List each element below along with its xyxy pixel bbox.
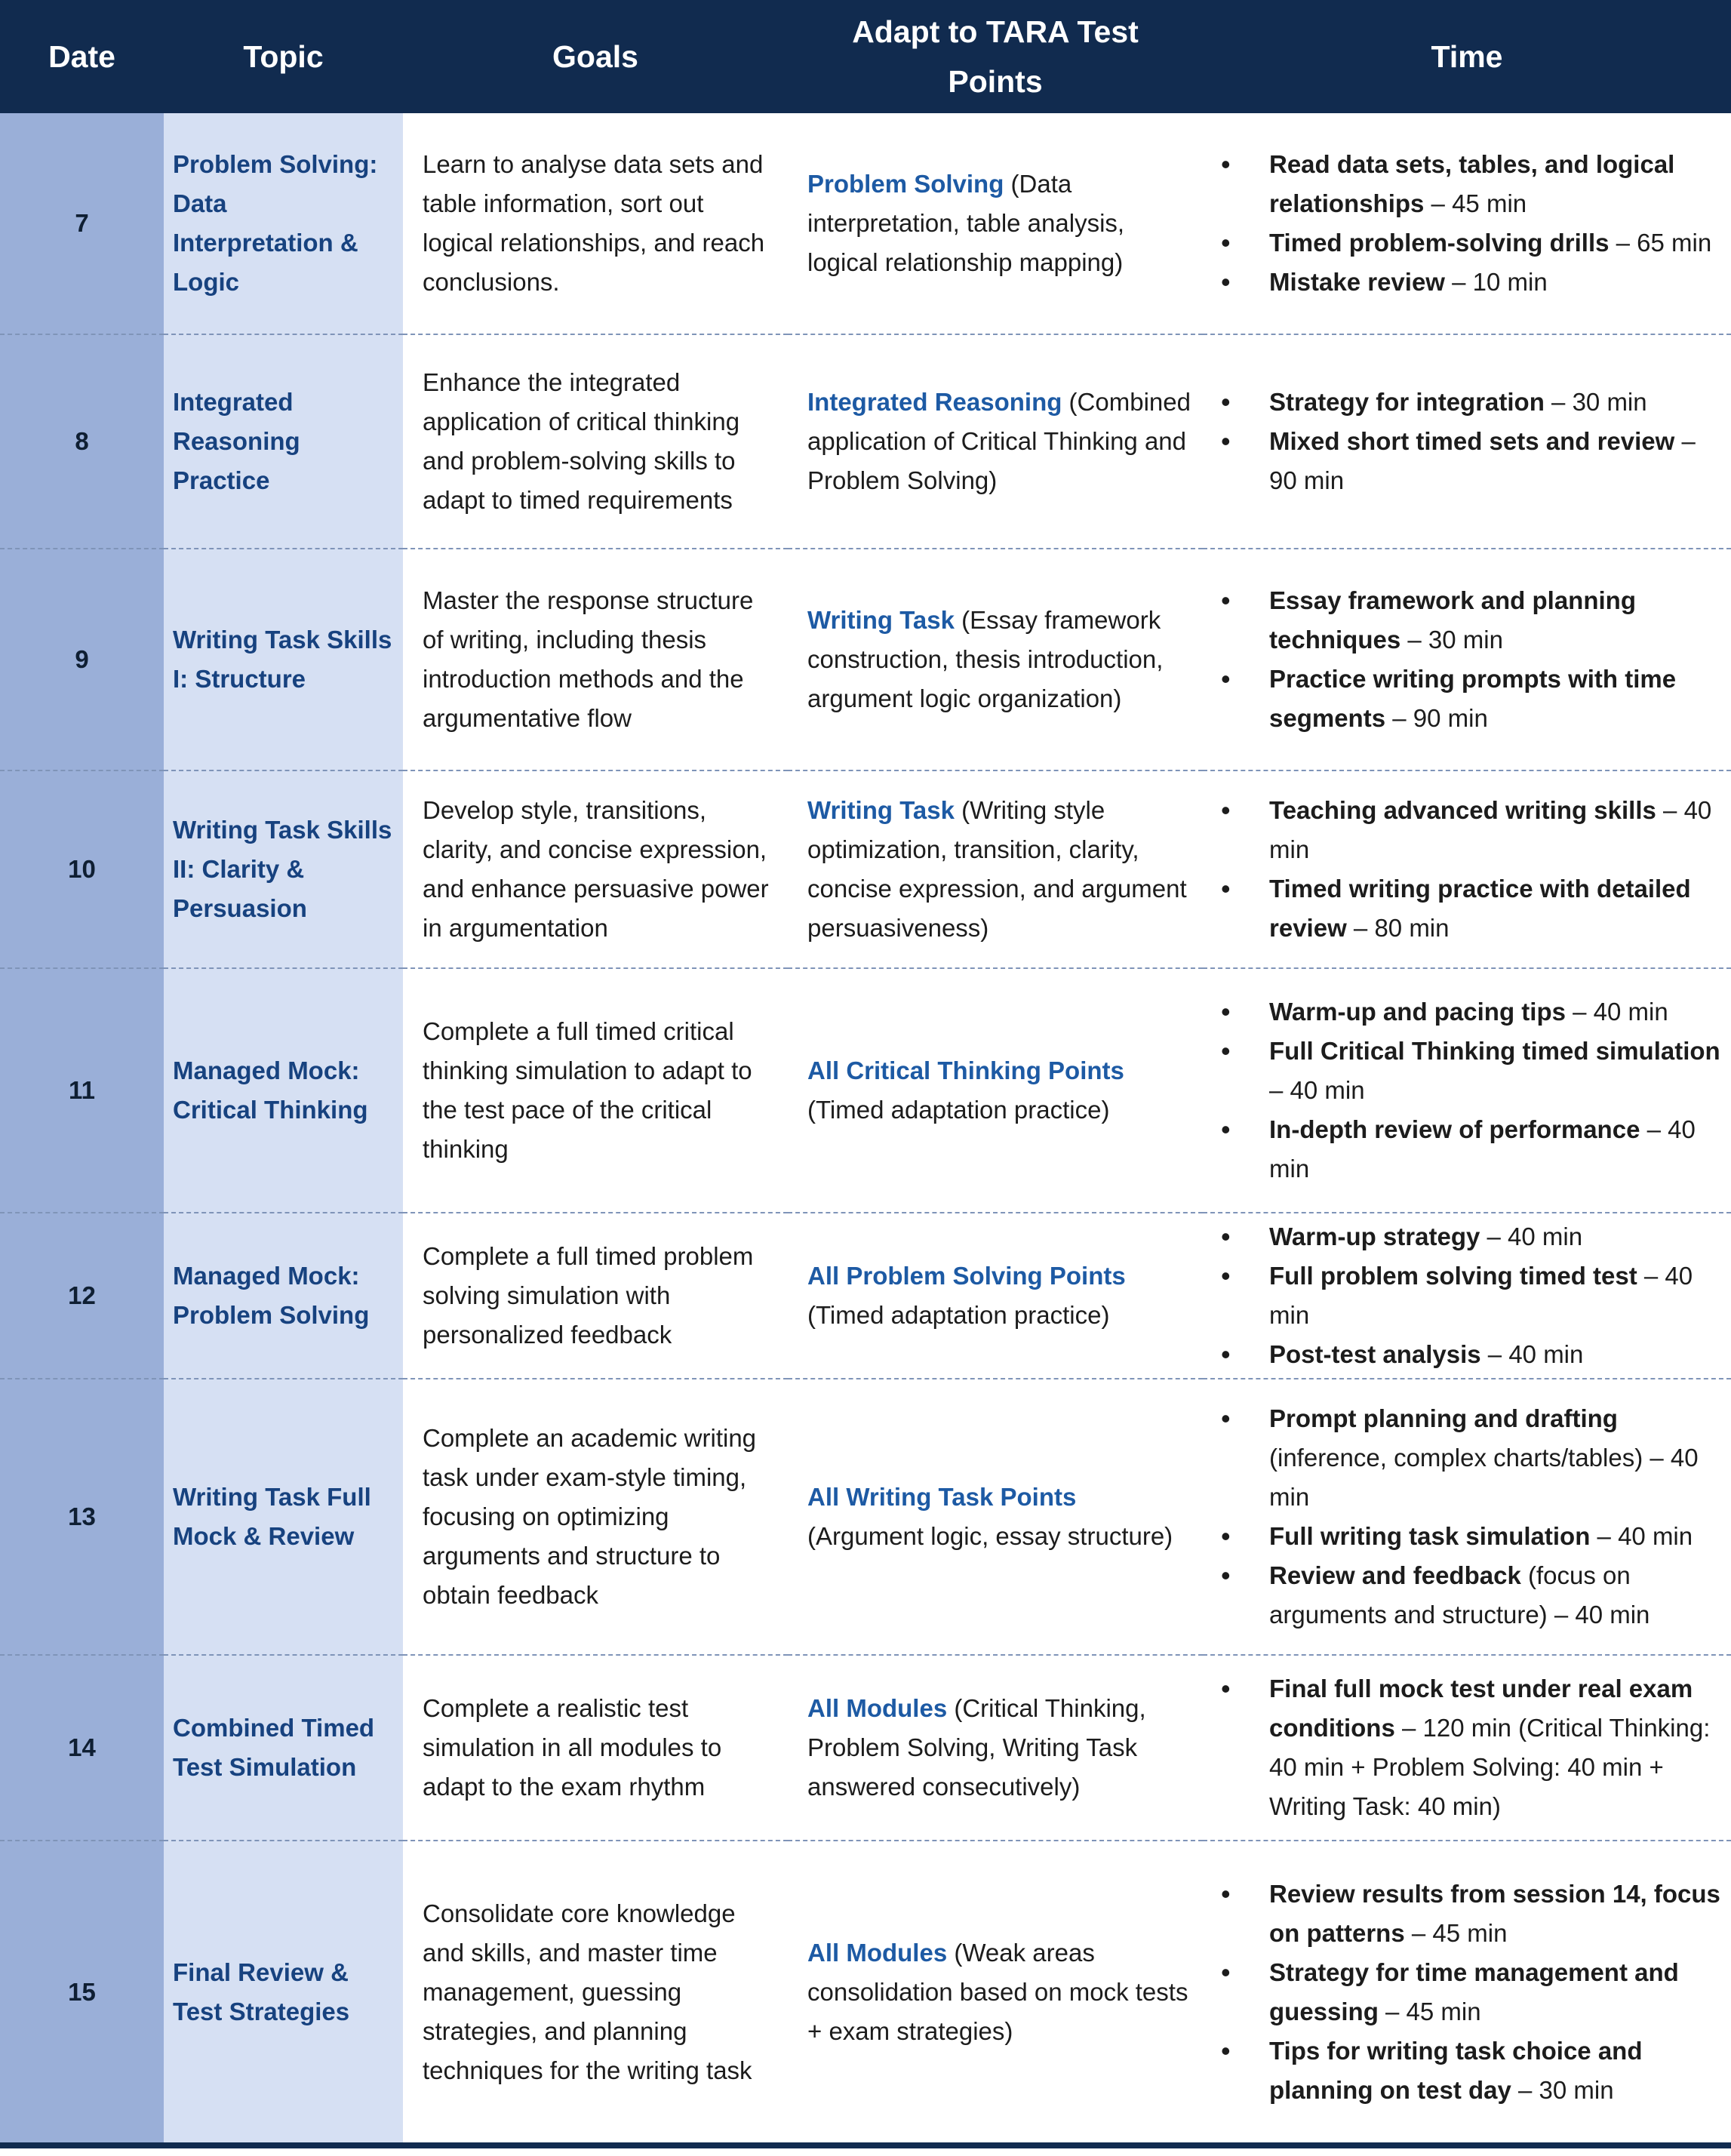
time-item: • Timed problem-solving drills – 65 min [1213, 223, 1723, 263]
adapt-cell [788, 334, 1203, 549]
adapt-cell [788, 968, 1203, 1213]
topic-cell: Managed Mock: Problem Solving [164, 1213, 403, 1379]
adapt-keyword: All Modules [807, 1938, 948, 1967]
adapt-cell [788, 1379, 1203, 1655]
goals-cell: Complete a full timed critical thinking simulation to adapt to the test pace of the critical thinking [403, 968, 788, 1213]
time-list [1213, 145, 1723, 302]
date-cell: 12 [0, 1213, 164, 1379]
topic-cell: Managed Mock: Critical Thinking [164, 968, 403, 1213]
date-cell: 9 [0, 549, 164, 770]
time-list [1213, 1217, 1723, 1374]
topic-cell: Problem Solving: Data Interpretation & Logic [164, 113, 403, 334]
time-item: • Tips for writing task choice and planning on test day – 30 min [1213, 2031, 1723, 2110]
table-row [0, 1841, 1731, 2145]
time-cell [1203, 1213, 1731, 1379]
goals-cell: Complete an academic writing task under exam-style timing, focusing on optimizing arguments and structure to obtain feedback [403, 1379, 788, 1655]
time-item: • Warm-up and pacing tips – 40 min [1213, 992, 1723, 1032]
header-date: Date [0, 0, 164, 113]
time-item: • Warm-up strategy – 40 min [1213, 1217, 1723, 1256]
adapt-cell [788, 1213, 1203, 1379]
goals-cell: Develop style, transitions, clarity, and concise expression, and enhance persuasive power in argumentation [403, 770, 788, 968]
goals-cell: Complete a full timed problem solving simulation with personalized feedback [403, 1213, 788, 1379]
time-item: • Practice writing prompts with time segments – 90 min [1213, 660, 1723, 738]
time-item: • Essay framework and planning techniques – 30 min [1213, 581, 1723, 660]
time-item: • Timed writing practice with detailed review – 80 min [1213, 869, 1723, 948]
adapt-detail: (Essay framework construction, thesis introduction, argument logic organization) [807, 606, 1164, 712]
header-goals: Goals [403, 0, 788, 113]
time-item: • Strategy for integration – 30 min [1213, 383, 1723, 422]
time-item: • Review and feedback (focus on arguments and structure) – 40 min [1213, 1556, 1723, 1635]
table-row [0, 968, 1731, 1213]
time-cell [1203, 1655, 1731, 1841]
adapt-keyword: All Problem Solving Points [807, 1262, 1126, 1290]
adapt-detail: (Data interpretation, table analysis, logical relationship mapping) [807, 170, 1125, 276]
time-list [1213, 1875, 1723, 2110]
header-topic: Topic [164, 0, 403, 113]
topic-cell: Integrated Reasoning Practice [164, 334, 403, 549]
table-row [0, 770, 1731, 968]
adapt-detail: (Critical Thinking, Problem Solving, Writing Task answered consecutively) [807, 1694, 1146, 1801]
adapt-detail: (Argument logic, essay structure) [807, 1522, 1173, 1550]
time-item: • In-depth review of performance – 40 min [1213, 1110, 1723, 1189]
header-adapt: Adapt to TARA Test Points [788, 0, 1203, 113]
adapt-detail: (Writing style optimization, transition, clarity, concise expression, and argument persuasiveness) [807, 796, 1187, 942]
table-row [0, 1213, 1731, 1379]
adapt-cell [788, 1655, 1203, 1841]
time-item: • Post-test analysis – 40 min [1213, 1335, 1723, 1374]
time-item: • Final full mock test under real exam conditions – 120 min (Critical Thinking: 40 min + Problem Solving: 40 min + Writing Task: 40 min) [1213, 1669, 1723, 1826]
time-list [1213, 1399, 1723, 1635]
goals-cell: Learn to analyse data sets and table information, sort out logical relationships, and reach conclusions. [403, 113, 788, 334]
adapt-cell [788, 549, 1203, 770]
header-time: Time [1203, 0, 1731, 113]
date-cell: 10 [0, 770, 164, 968]
time-cell [1203, 113, 1731, 334]
topic-cell: Combined Timed Test Simulation [164, 1655, 403, 1841]
adapt-keyword: Integrated Reasoning [807, 388, 1062, 416]
date-cell: 8 [0, 334, 164, 549]
time-list [1213, 581, 1723, 738]
time-item: • Full Critical Thinking timed simulation – 40 min [1213, 1032, 1723, 1110]
time-cell [1203, 1379, 1731, 1655]
topic-cell: Writing Task Skills I: Structure [164, 549, 403, 770]
adapt-keyword: All Critical Thinking Points [807, 1056, 1124, 1084]
time-cell [1203, 770, 1731, 968]
goals-cell: Enhance the integrated application of critical thinking and problem-solving skills to adapt to timed requirements [403, 334, 788, 549]
goals-cell: Complete a realistic test simulation in all modules to adapt to the exam rhythm [403, 1655, 788, 1841]
goals-cell: Consolidate core knowledge and skills, and master time management, guessing strategies, and planning techniques for the writing task [403, 1841, 788, 2145]
time-list [1213, 992, 1723, 1189]
table-row [0, 334, 1731, 549]
date-cell: 14 [0, 1655, 164, 1841]
table-row [0, 1379, 1731, 1655]
adapt-keyword: All Writing Task Points [807, 1483, 1077, 1511]
time-cell [1203, 968, 1731, 1213]
time-item: • Mixed short timed sets and review – 90 min [1213, 422, 1723, 500]
time-list [1213, 791, 1723, 948]
time-item: • Read data sets, tables, and logical relationships – 45 min [1213, 145, 1723, 223]
adapt-detail: (Combined application of Critical Thinking and Problem Solving) [807, 388, 1191, 494]
time-item: • Mistake review – 10 min [1213, 263, 1723, 302]
time-item: • Prompt planning and drafting (inference, complex charts/tables) – 40 min [1213, 1399, 1723, 1517]
table-row [0, 113, 1731, 334]
adapt-keyword: Writing Task [807, 606, 955, 634]
date-cell: 7 [0, 113, 164, 334]
adapt-cell [788, 113, 1203, 334]
goals-cell: Master the response structure of writing, including thesis introduction methods and the argumentative flow [403, 549, 788, 770]
table-row [0, 1655, 1731, 1841]
adapt-cell [788, 1841, 1203, 2145]
topic-cell: Writing Task Full Mock & Review [164, 1379, 403, 1655]
topic-cell: Final Review & Test Strategies [164, 1841, 403, 2145]
date-cell: 15 [0, 1841, 164, 2145]
time-item: • Full writing task simulation – 40 min [1213, 1517, 1723, 1556]
time-cell [1203, 549, 1731, 770]
time-list [1213, 383, 1723, 500]
date-cell: 11 [0, 968, 164, 1213]
adapt-detail: (Weak areas consolidation based on mock tests + exam strategies) [807, 1938, 1188, 2045]
time-item: • Strategy for time management and guessing – 45 min [1213, 1953, 1723, 2031]
topic-cell: Writing Task Skills II: Clarity & Persuasion [164, 770, 403, 968]
time-item: • Full problem solving timed test – 40 min [1213, 1256, 1723, 1335]
adapt-detail: (Timed adaptation practice) [807, 1301, 1110, 1329]
time-item: • Teaching advanced writing skills – 40 min [1213, 791, 1723, 869]
date-cell: 13 [0, 1379, 164, 1655]
table-row [0, 549, 1731, 770]
adapt-detail: (Timed adaptation practice) [807, 1096, 1110, 1124]
time-cell [1203, 1841, 1731, 2145]
adapt-keyword: All Modules [807, 1694, 948, 1722]
time-item: • Review results from session 14, focus on patterns – 45 min [1213, 1875, 1723, 1953]
time-cell [1203, 334, 1731, 549]
adapt-cell [788, 770, 1203, 968]
adapt-keyword: Writing Task [807, 796, 955, 824]
adapt-keyword: Problem Solving [807, 170, 1004, 198]
header-row [0, 0, 1731, 113]
time-list [1213, 1669, 1723, 1826]
